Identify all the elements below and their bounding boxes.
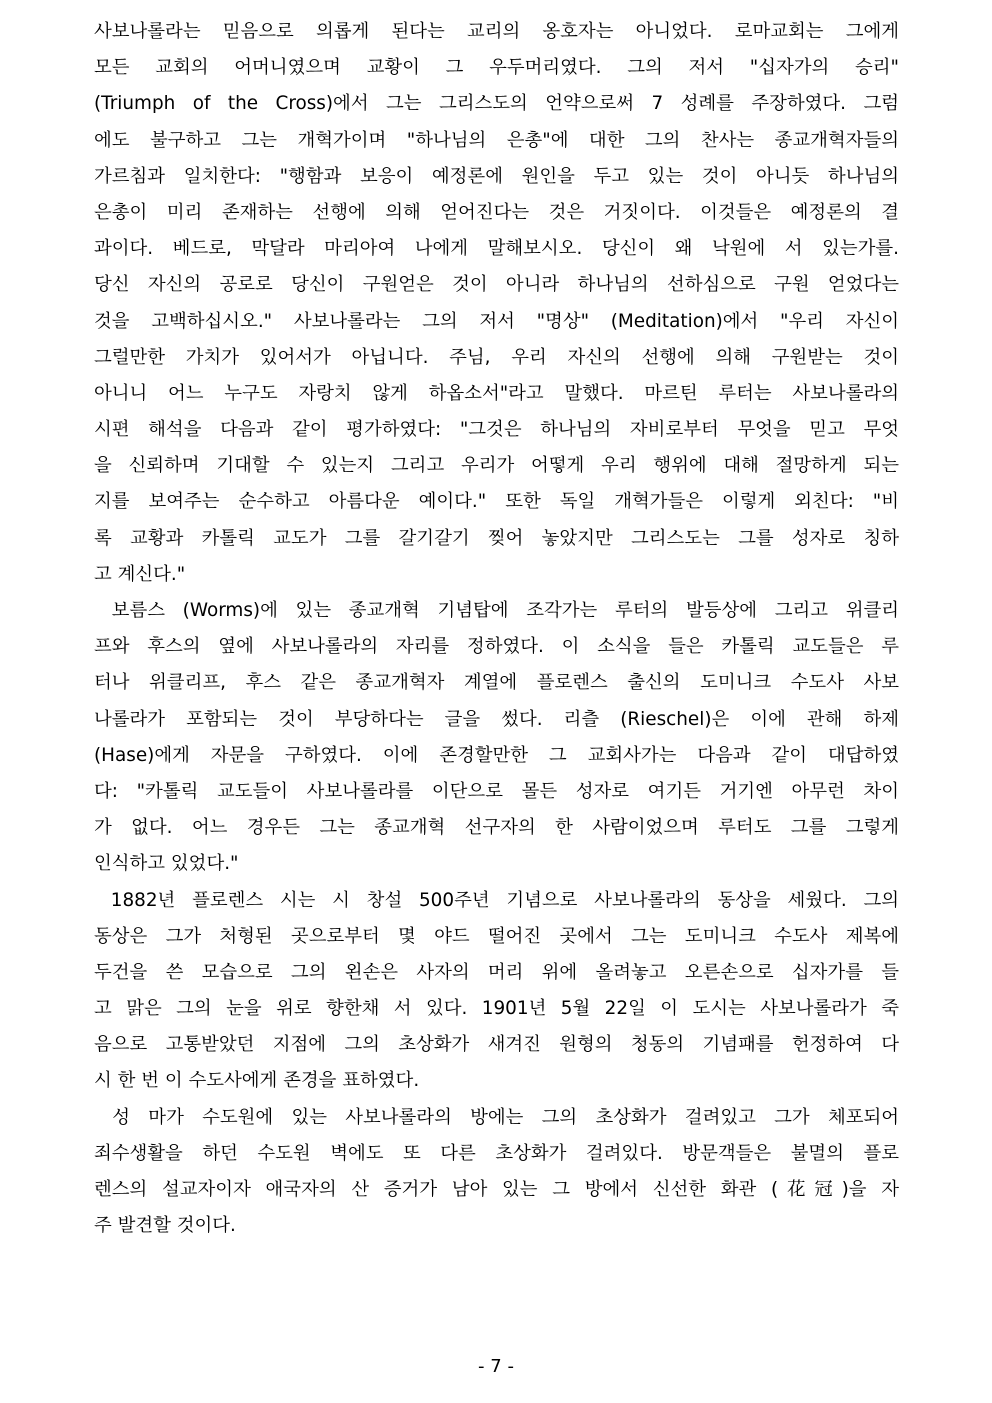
text-line: 렌스의 설교자이자 애국자의 산 증거가 남아 있는 그 방에서 신선한 화관 (花冠)을 자 [94,1179,899,1200]
text-line: 사보나롤라는 믿음으로 의롭게 된다는 교리의 옹호자는 아니었다. 로마교회는 그에게 [94,21,899,42]
paragraph [94,883,899,1100]
text-line: 시편 해석을 다음과 같이 평가하였다: "그것은 하나님의 자비로부터 무엇을 믿고 무엇 [94,419,899,441]
page-number: - 7 - [478,1356,514,1377]
text-line: 을 신뢰하며 기대할 수 있는지 그리고 우리가 어떻게 우리 행위에 대해 절망하게 되는 [94,455,899,477]
body-text [94,14,899,1244]
text-line: (Triumph of the Cross)에서 그는 그리스도의 언약으로써 7 성례를 주장하였다. 그럼 [94,93,899,115]
text-line: (Hase)에게 자문을 구하였다. 이에 존경할만한 그 교회사가는 다음과 같이 대답하였 [94,744,899,766]
text-line: 것을 고백하십시오." 사보나롤라는 그의 저서 "명상" (Meditation)에서 "우리 자신이 [94,310,899,332]
text-line: 다: "카톨릭 교도들이 사보나롤라를 이단으로 몰든 성자로 여기든 거기엔 아무런 차이 [94,780,899,802]
text-line: 터나 위클리프, 후스 같은 종교개혁자 계열에 플로렌스 출신의 도미니크 수도사 사보 [94,672,899,694]
text-line: 나롤라가 포함되는 것이 부당하다는 글을 썼다. 리츨 (Rieschel)은 이에 관해 하제 [94,708,899,730]
text-line: 그럴만한 가치가 있어서가 아닙니다. 주님, 우리 자신의 선행에 의해 구원받는 것이 [94,346,899,368]
text-line: 시 한 번 이 수도사에게 존경을 표하였다. [94,1070,420,1092]
text-line: 은총이 미리 존재하는 선행에 의해 얻어진다는 것은 거짓이다. 이것들은 예정론의 결 [94,201,899,223]
text-line: 가 없다. 어느 경우든 그는 종교개혁 선구자의 한 사람이었으며 루터도 그를 그렇게 [94,817,899,839]
text-line: 고 계신다." [94,563,186,585]
text-line: 고 맑은 그의 눈을 위로 향한채 서 있다. 1901년 5월 22일 이 도시는 사보나롤라가 죽 [94,998,899,1020]
text-line: 인식하고 있었다." [94,853,239,875]
text-line: 지를 보여주는 순수하고 아름다운 예이다." 또한 독일 개혁가들은 이렇게 외친다: "비 [94,491,899,513]
text-line: 주 발견할 것이다. [94,1215,236,1237]
paragraph [94,14,899,593]
text-line: 아니니 어느 누구도 자랑치 않게 하옵소서"라고 말했다. 마르틴 루터는 사보나롤라의 [94,382,899,404]
text-line: 보름스 (Worms)에 있는 종교개혁 기념탑에 조각가는 루터의 발등상에 그리고 위클리 [94,600,899,621]
text-line: 에도 불구하고 그는 개혁가이며 "하나님의 은총"에 대한 그의 찬사는 종교개혁자들의 [94,129,899,151]
text-line: 음으로 고통받았던 지점에 그의 초상화가 새겨진 원형의 청동의 기념패를 헌정하여 다 [94,1034,899,1056]
text-line: 가르침과 일치한다: "행함과 보응이 예정론에 원인을 두고 있는 것이 아니듯 하나님의 [94,165,899,187]
text-line: 당신 자신의 공로로 당신이 구원얻은 것이 아니라 하나님의 선하심으로 구원 얻었다는 [94,274,899,296]
text-line: 1882년 플로렌스 시는 시 창설 500주년 기념으로 사보나롤라의 동상을 세웠다. 그의 [94,889,899,911]
text-line: 모든 교회의 어머니였으며 교황이 그 우두머리였다. 그의 저서 "십자가의 승리" [94,57,899,79]
paragraph [94,593,899,883]
text-line: 록 교황과 카톨릭 교도가 그를 갈기갈기 찢어 놓았지만 그리스도는 그를 성자로 칭하 [94,527,899,549]
paragraph [94,1100,899,1245]
text-line: 두건을 쓴 모습으로 그의 왼손은 사자의 머리 위에 올려놓고 오른손으로 십자가를 들 [94,961,899,983]
text-line: 동상은 그가 처형된 곳으로부터 몇 야드 떨어진 곳에서 그는 도미니크 수도사 제복에 [94,925,899,947]
text-line: 프와 후스의 옆에 사보나롤라의 자리를 정하였다. 이 소식을 들은 카톨릭 교도들은 루 [94,636,899,658]
text-line: 성 마가 수도원에 있는 사보나롤라의 방에는 그의 초상화가 걸려있고 그가 체포되어 [94,1106,899,1128]
text-line: 죄수생활을 하던 수도원 벽에도 또 다른 초상화가 걸려있다. 방문객들은 불멸의 플로 [94,1142,899,1164]
text-line: 과이다. 베드로, 막달라 마리아여 나에게 말해보시오. 당신이 왜 낙원에 서 있는가를. [94,238,899,260]
